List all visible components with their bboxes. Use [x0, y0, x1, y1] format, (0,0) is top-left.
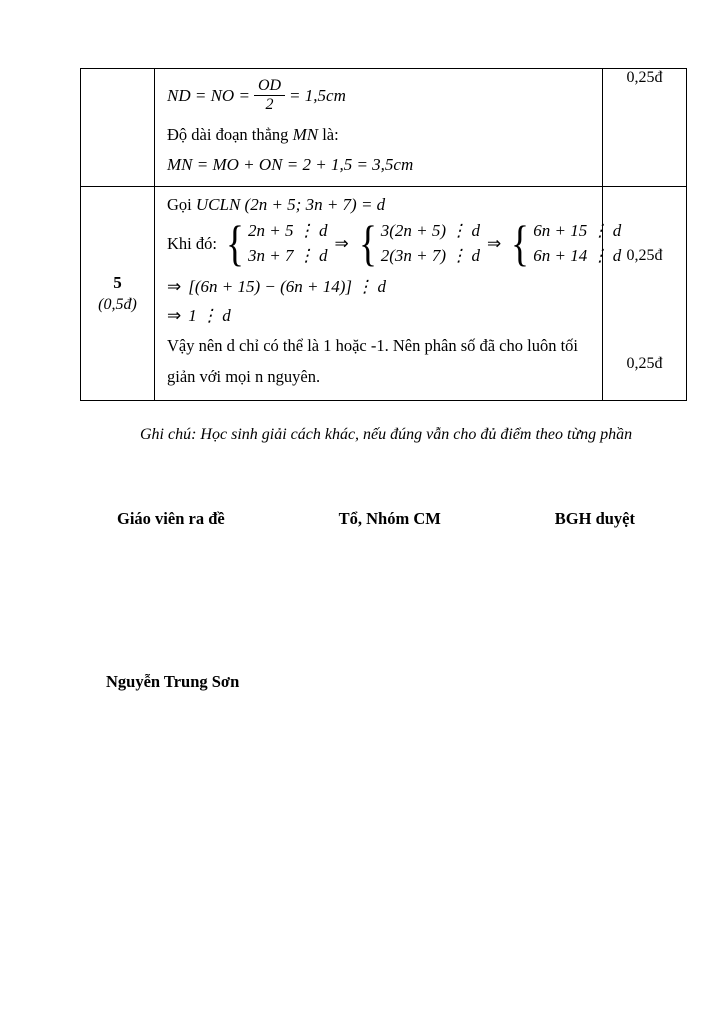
signature-group: Tổ, Nhóm CM — [338, 509, 441, 528]
question-number: 5 — [113, 273, 122, 293]
divisibility-systems — [167, 215, 622, 272]
goi-label: Gọi — [167, 195, 196, 214]
author-name: Nguyễn Trung Sơn — [106, 672, 240, 691]
length-statement — [167, 125, 590, 145]
answer-key-table — [80, 68, 687, 401]
system-1-bottom: 3n + 7 ⋮ d — [247, 245, 328, 265]
statement-mn: MN — [292, 124, 319, 144]
implies-arrow: ⇒ — [167, 306, 182, 326]
difference-step — [167, 277, 590, 297]
formula-suffix: = 1,5cm — [289, 85, 346, 105]
fraction-od-2 — [254, 77, 285, 115]
ucln-math: UCLN (2n + 5; 3n + 7) = d — [195, 195, 386, 214]
statement-post: là: — [318, 124, 339, 144]
fraction-denominator: 2 — [265, 96, 274, 114]
ucln-definition — [167, 195, 590, 215]
one-divides-step — [167, 306, 590, 326]
system-2 — [356, 215, 480, 272]
conclusion-text: Vậy nên d chỉ có thể là 1 hoặc -1. Nên phân số đã cho luôn tối giản với mọi n nguyên. — [167, 336, 579, 386]
implies-arrow: ⇒ — [487, 233, 502, 253]
signature-row — [117, 509, 635, 529]
points-cell — [603, 187, 687, 401]
brace-icon: { — [511, 215, 530, 272]
one-divides-math: 1 ⋮ d — [188, 306, 231, 326]
brace-icon: { — [225, 215, 244, 272]
points-value-2: 0,25đ — [626, 355, 663, 372]
signature-teacher: Giáo viên ra đề — [117, 509, 225, 528]
formula-mn: MN = MO + ON = 2 + 1,5 = 3,5cm — [167, 154, 414, 174]
solution-cell — [155, 187, 622, 401]
system-3-top: 6n + 15 ⋮ d — [533, 221, 622, 240]
signature-bgh: BGH duyệt — [554, 509, 635, 528]
statement-pre: Độ dài đoạn thẳng — [167, 124, 293, 144]
table-row — [81, 187, 687, 401]
question-points: (0,5đ) — [98, 296, 137, 314]
khido-label: Khi đó: — [167, 233, 217, 253]
implies-arrow: ⇒ — [167, 277, 182, 297]
implies-arrow: ⇒ — [334, 233, 349, 253]
table-row — [81, 69, 687, 187]
system-2-bottom: 2(3n + 7) ⋮ d — [380, 245, 480, 265]
brace-icon: { — [358, 215, 377, 272]
question-number-cell — [81, 187, 155, 401]
system-1-top: 2n + 5 ⋮ d — [247, 221, 328, 240]
solution-cell — [155, 69, 603, 187]
fraction-numerator: OD — [254, 77, 285, 96]
points-value-1: 0,25đ — [626, 247, 663, 264]
difference-math: [(6n + 15) − (6n + 14)] ⋮ d — [188, 277, 387, 297]
system-3-bottom: 6n + 14 ⋮ d — [533, 245, 622, 265]
points-cell: 0,25đ — [603, 69, 687, 187]
question-number-cell-empty — [81, 69, 155, 187]
formula-prefix: ND = NO = — [167, 85, 250, 105]
grading-note: Ghi chú: Học sinh giải cách khác, nếu đúng vẫn cho đủ điểm theo từng phần — [140, 426, 633, 443]
system-2-top: 3(2n + 5) ⋮ d — [380, 221, 480, 240]
system-1 — [223, 215, 328, 272]
formula-nd-no — [167, 77, 590, 115]
